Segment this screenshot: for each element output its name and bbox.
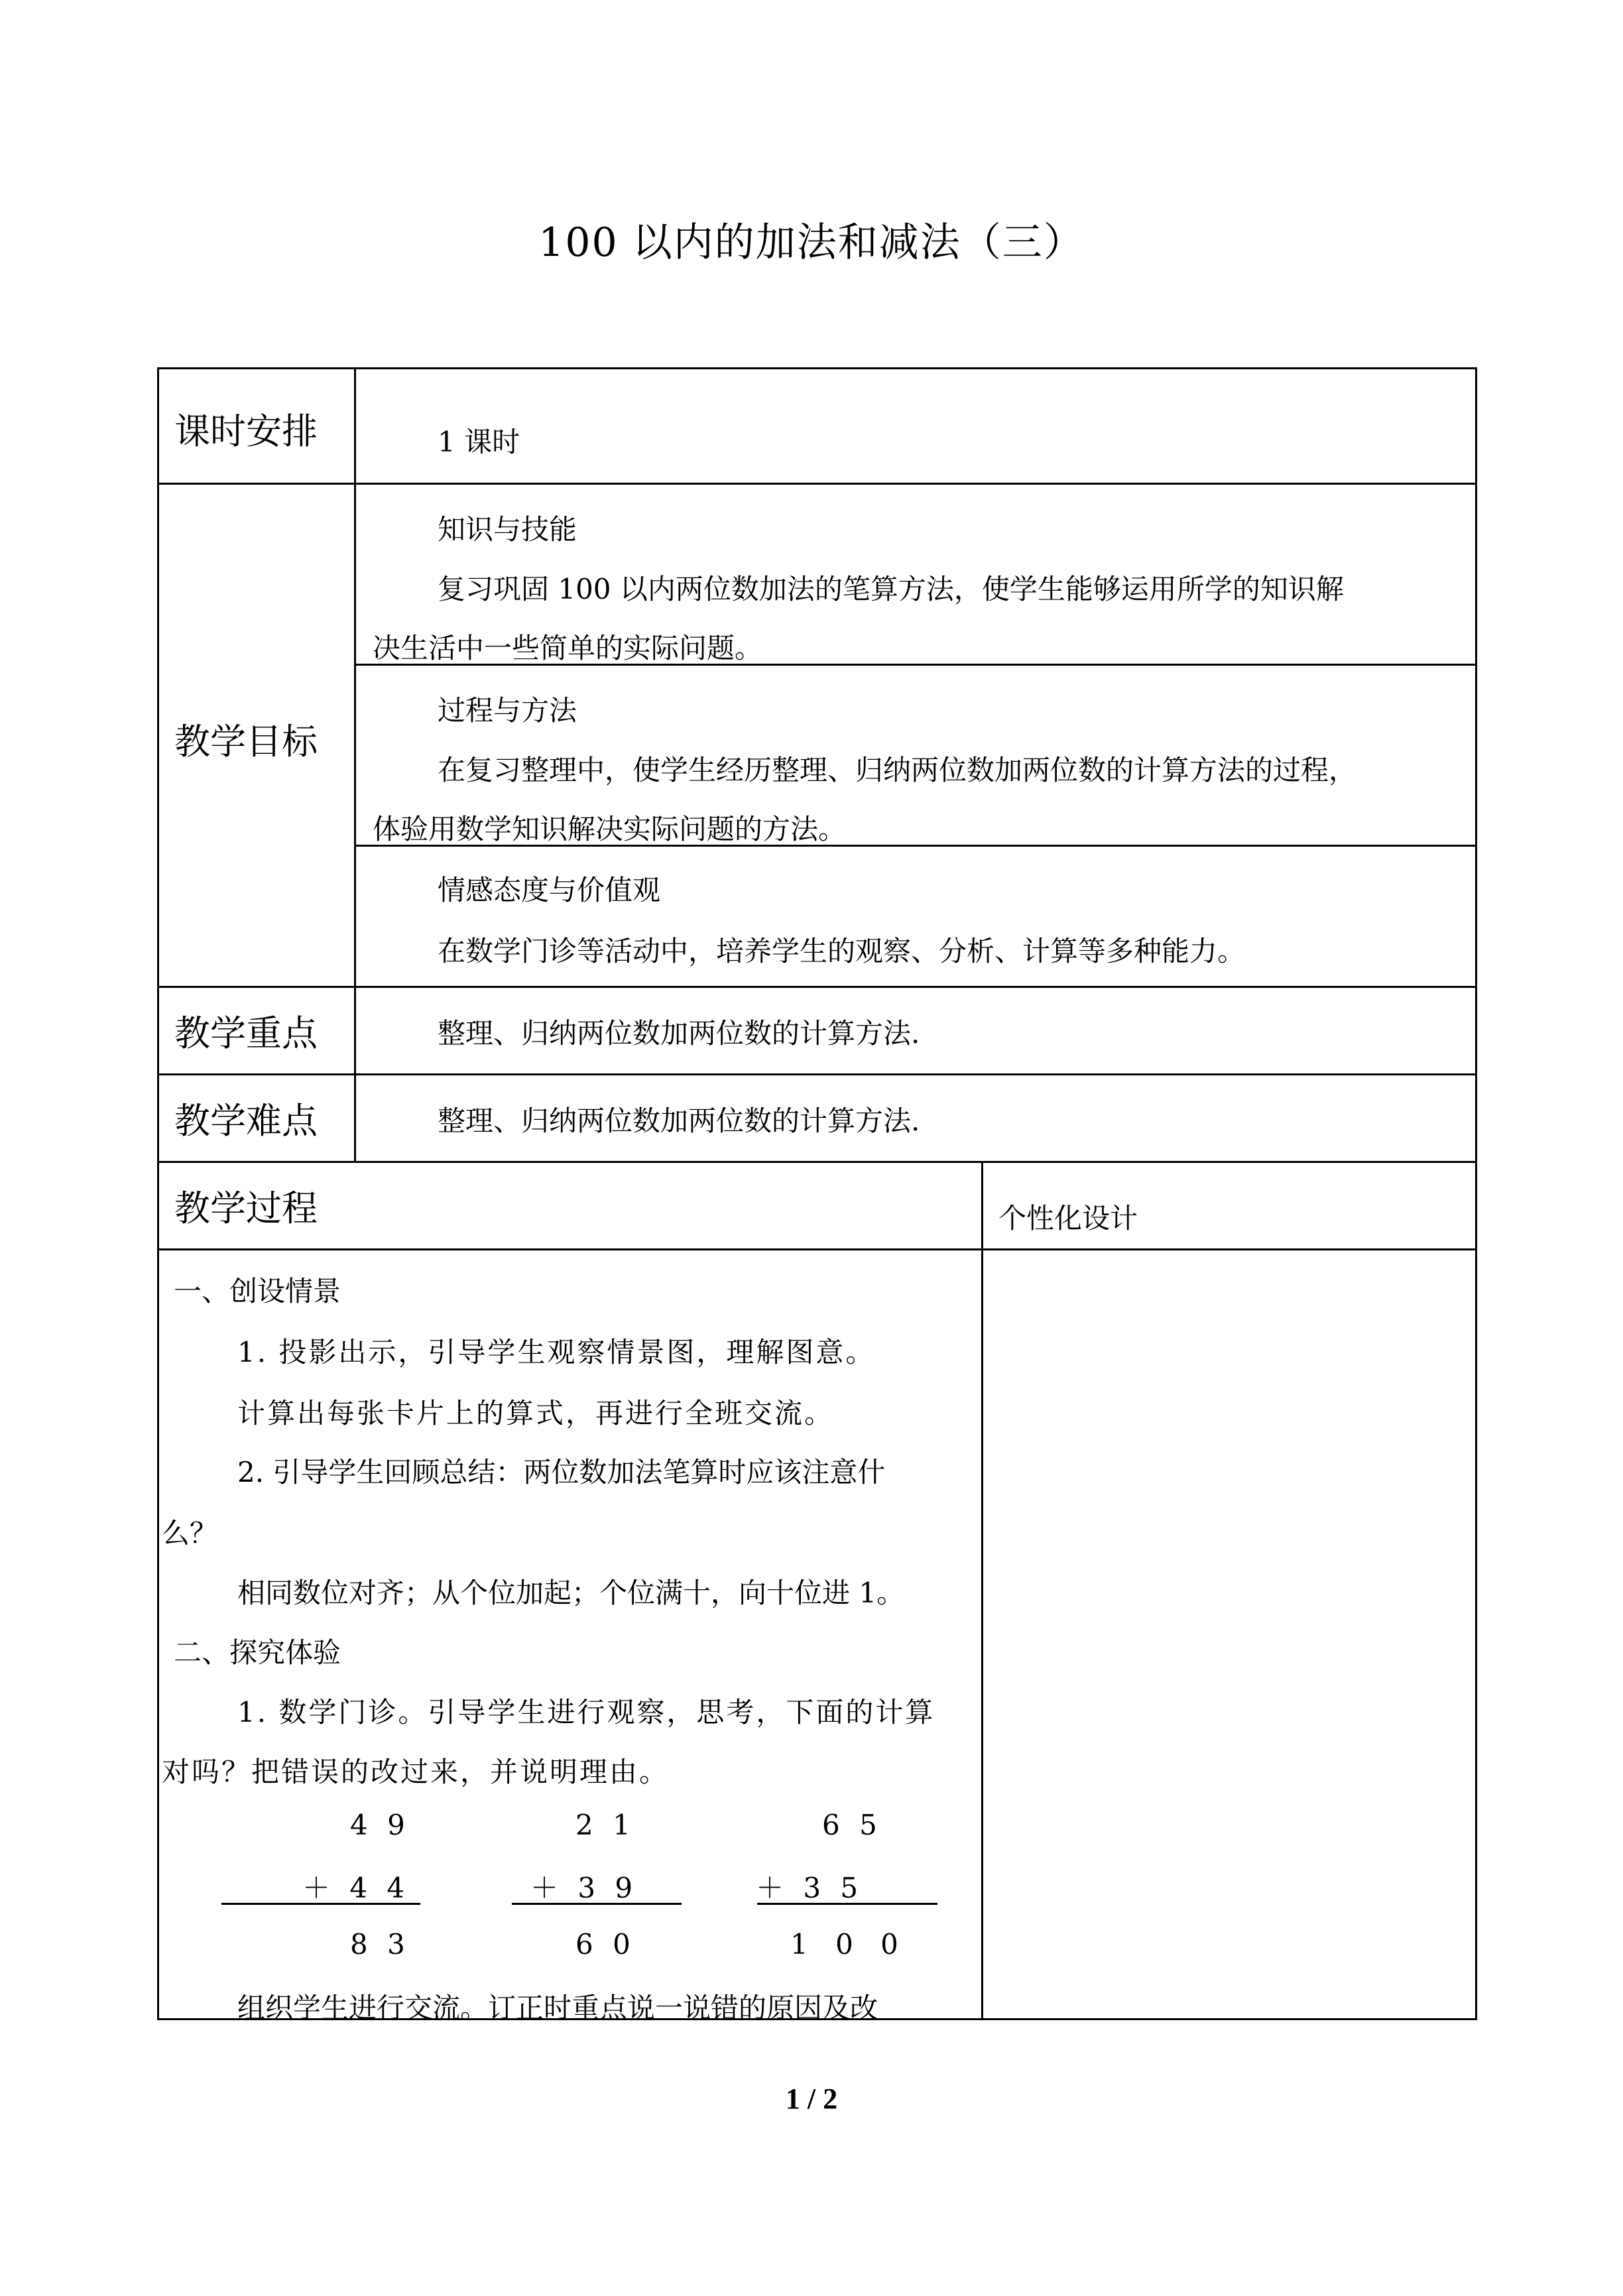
section-heading: 一、创设情景	[174, 1275, 341, 1307]
addend-second: ＋ 4 4	[302, 1872, 410, 1904]
difficulty-text: 整理、归纳两位数加两位数的计算方法.	[438, 1105, 920, 1137]
sum-result: 6 0	[575, 1928, 636, 1961]
key-point-text: 整理、归纳两位数加两位数的计算方法.	[438, 1017, 920, 1050]
process-line: 计算出每张卡片上的算式，再进行全班交流。	[237, 1397, 835, 1429]
section-heading: 二、探究体验	[174, 1636, 341, 1669]
sum-result: 8 3	[350, 1928, 410, 1961]
label-key-point: 教学重点	[174, 1012, 318, 1054]
process-line: 么？	[162, 1517, 218, 1549]
goal-line: 体验用数学知识解决实际问题的方法。	[373, 813, 847, 845]
label-process: 教学过程	[174, 1187, 318, 1229]
sum-line	[221, 1903, 420, 1905]
goal-line: 决生活中一些简单的实际问题。	[373, 632, 763, 664]
goal-line: 复习巩固 100 以内两位数加法的笔算方法，使学生能够运用所学的知识解	[438, 573, 1344, 605]
goal-line: 在数学门诊等活动中，培养学生的观察、分析、计算等多种能力。	[438, 935, 1246, 967]
goal-heading-process: 过程与方法	[438, 694, 577, 727]
process-line: 2. 引导学生回顾总结：两位数加法笔算时应该注意什	[237, 1456, 886, 1488]
document-title: 100 以内的加法和减法（三）	[538, 219, 1085, 266]
process-line: 1. 投影出示，引导学生观察情景图，理解图意。	[237, 1336, 876, 1368]
process-line: 相同数位对齐；从个位加起；个位满十，向十位进 1。	[237, 1577, 905, 1609]
addend-top: 6 5	[822, 1809, 882, 1841]
process-line: 对吗？把错误的改过来，并说明理由。	[162, 1756, 670, 1788]
process-line: 组织学生进行交流。订正时重点说一说错的原因及改	[237, 1992, 878, 2024]
addend-top: 4 9	[350, 1809, 410, 1841]
label-personalized-design: 个性化设计	[998, 1202, 1138, 1235]
goal-heading-attitude: 情感态度与价值观	[438, 874, 661, 906]
sum-result: 1 0 0	[790, 1928, 908, 1961]
label-goals: 教学目标	[174, 721, 318, 762]
column-divider	[354, 367, 356, 1162]
process-line: 1. 数学门诊。引导学生进行观察，思考，下面的计算	[237, 1696, 935, 1728]
column-divider	[981, 1161, 983, 2020]
addend-second: ＋ 3 5	[756, 1872, 864, 1904]
row-divider	[157, 1248, 1477, 1250]
addend-second: ＋ 3 9	[530, 1872, 638, 1904]
goal-heading-knowledge: 知识与技能	[438, 513, 577, 546]
addend-top: 2 1	[575, 1809, 636, 1841]
schedule-text: 1 课时	[438, 426, 520, 458]
label-difficulty: 教学难点	[174, 1100, 318, 1142]
sum-line	[512, 1903, 682, 1905]
page-number: 1 / 2	[785, 2083, 838, 2115]
sum-line	[757, 1903, 937, 1905]
goal-line: 在复习整理中，使学生经历整理、归纳两位数加两位数的计算方法的过程，	[438, 754, 1357, 786]
label-schedule: 课时安排	[174, 410, 318, 452]
